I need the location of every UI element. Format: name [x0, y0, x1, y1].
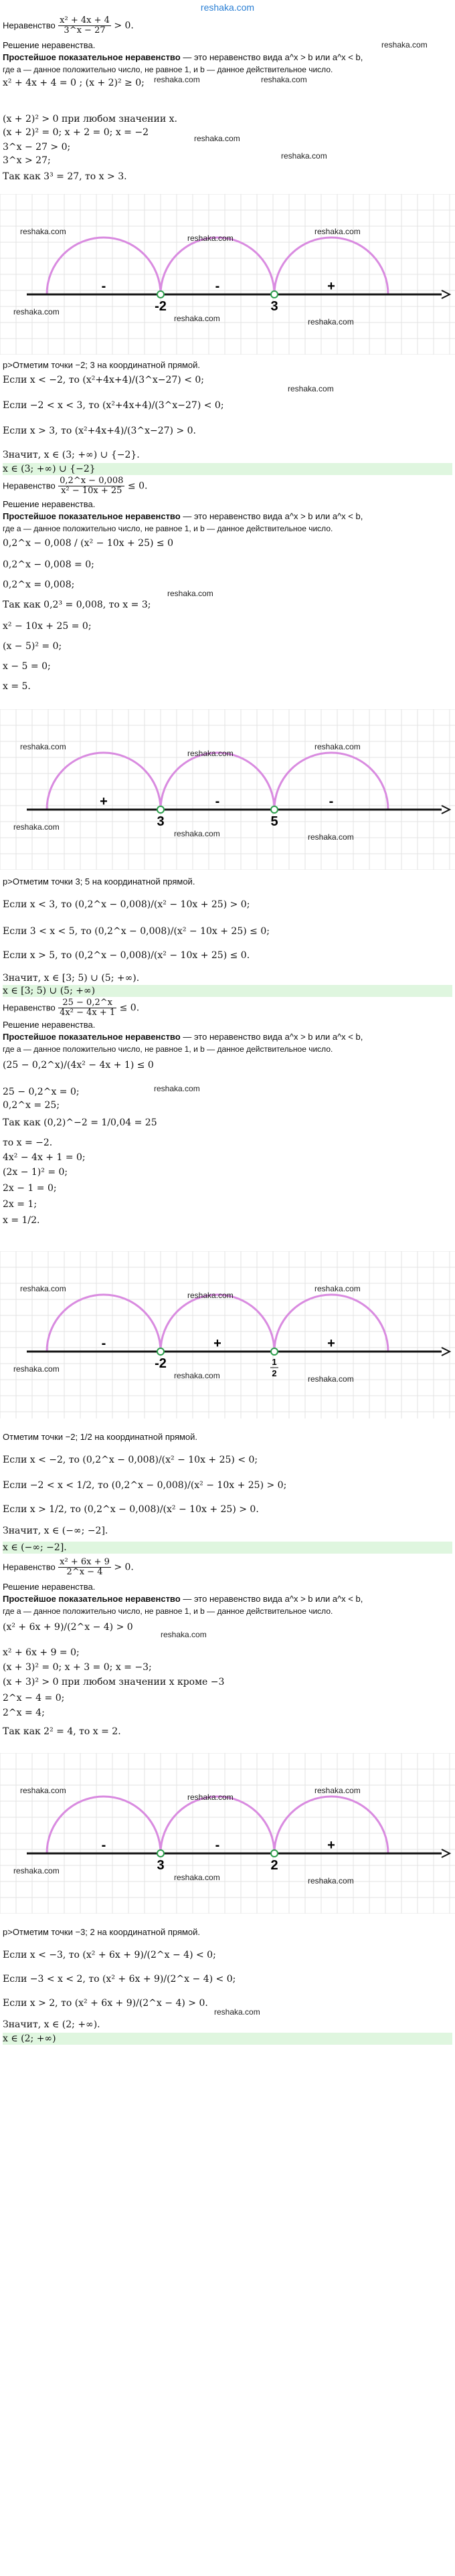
number-line-2	[0, 709, 455, 870]
definition-3: Простейшое показательное неравенство — это неравенство вида a^x > b или a^x < b,	[3, 1032, 363, 1042]
p2-step-0: 0,2^x − 0,008 / (x² − 10x + 25) ≤ 0	[3, 538, 173, 549]
p4-step-4: 2^x − 4 = 0;	[3, 1693, 65, 1704]
definition-4b: где a — данное положительно число, не равное 1, и b — данное действительное число.	[3, 1606, 333, 1616]
answer-2: x ∈ [3; 5) ∪ (5; +∞)	[3, 986, 96, 996]
axis-point-label: -2	[155, 299, 167, 314]
watermark: reshaka.com	[288, 384, 334, 393]
number-line-figure-2	[0, 709, 455, 870]
watermark: reshaka.com	[214, 2007, 260, 2017]
p3-step-2: 0,2^x = 25;	[3, 1100, 60, 1111]
p2-after-3: Если x > 5, то (0,2^x − 0,008)/(x² − 10x + 25) ≤ 0.	[3, 950, 250, 961]
definition-2b: где a — данное положительно число, не равное 1, и b — данное действительное число.	[3, 524, 333, 533]
p2-after-2: Если 3 < x < 5, то (0,2^x − 0,008)/(x² − 10x + 25) ≤ 0;	[3, 926, 270, 937]
watermark: reshaka.com	[314, 1786, 361, 1795]
watermark: reshaka.com	[161, 1630, 207, 1639]
p2-step-5: (x − 5)² = 0;	[3, 641, 62, 652]
p3-after-0: Отметим точки −2; 1/2 на координатной прямой.	[3, 1432, 198, 1442]
problem-2-solution-label: Решение неравенства.	[3, 499, 96, 509]
interval-sign: -	[101, 1838, 106, 1853]
p2-step-7: x = 5.	[3, 681, 31, 692]
p3-after-4: Значит, x ∈ (−∞; −2].	[3, 1526, 108, 1536]
axis-point-label: 3	[157, 1858, 165, 1873]
p1-after-4: Значит, x ∈ (3; +∞) ∪ {−2}.	[3, 450, 140, 460]
axis-arrow-icon	[442, 1849, 450, 1857]
watermark: reshaka.com	[381, 40, 428, 50]
axis-point-label: 3	[270, 299, 278, 314]
interval-sign: -	[329, 794, 334, 809]
p1-step-1: (x + 2)² > 0 при любом значении x.	[3, 114, 177, 124]
number-line-figure-4	[0, 1753, 455, 1914]
watermark: reshaka.com	[174, 1371, 220, 1380]
axis-arrow-icon	[442, 1348, 450, 1356]
axis-point-label: 1	[272, 1357, 277, 1367]
p4-after-4: Значит, x ∈ (2; +∞).	[3, 2019, 100, 2030]
p4-after-0: p>Отметим точки −3; 2 на координатной прямой.	[3, 1927, 201, 1937]
problem-2-fraction: $\frac{0,2\^{}x - 0,008}{\text{x² − 10x + 25}}$	[60, 476, 124, 496]
watermark: reshaka.com	[13, 1866, 60, 1875]
watermark: reshaka.com	[13, 307, 60, 316]
p3-step-6: (2x − 1)² = 0;	[3, 1167, 68, 1178]
answer-4: x ∈ (2; +∞)	[3, 2033, 56, 2044]
p4-after-1: Если x < −3, то (x² + 6x + 9)/(2^x − 4) < 0;	[3, 1950, 216, 1960]
p2-step-3: Так как 0,2³ = 0,008, то x = 3;	[3, 600, 151, 610]
p2-after-0: p>Отметим точки 3; 5 на координатной прямой.	[3, 877, 195, 887]
problem-1-statement: Неравенство $\frac{\text{x² + 4x + 4}}{3\^{}x - 27}$ > 0.	[3, 15, 134, 35]
p4-step-0: (x² + 6x + 9)/(2^x − 4) > 0	[3, 1622, 133, 1633]
number-line-1	[0, 194, 455, 355]
definition-3b: где a — данное положительно число, не равное 1, и b — данное действительное число.	[3, 1044, 333, 1054]
answer-3: x ∈ (−∞; −2].	[3, 1542, 67, 1553]
axis-point	[271, 1850, 278, 1857]
problem-4-solution-label: Решение неравенства.	[3, 1582, 96, 1592]
watermark: reshaka.com	[314, 227, 361, 236]
axis-point	[157, 1348, 164, 1355]
p1-after-2: Если −2 < x < 3, то (x²+4x+4)/(3^x−27) < 0;	[3, 400, 224, 411]
p2-step-4: x² − 10x + 25 = 0;	[3, 621, 92, 632]
p1-step-0: x² + 4x + 4 = 0 ; (x + 2)² ≥ 0;	[3, 78, 145, 88]
watermark: reshaka.com	[187, 234, 234, 243]
grid	[0, 1251, 455, 1418]
watermark: reshaka.com	[20, 742, 66, 751]
interval-sign: -	[101, 279, 106, 294]
p3-after-3: Если x > 1/2, то (0,2^x − 0,008)/(x² − 10x + 25) > 0.	[3, 1504, 259, 1515]
interval-sign: -	[215, 279, 220, 294]
axis-point	[271, 806, 278, 813]
interval-sign: +	[327, 279, 335, 294]
grid	[0, 194, 455, 355]
watermark: reshaka.com	[167, 589, 213, 598]
watermark: reshaka.com	[308, 832, 354, 842]
p3-step-0: (25 − 0,2^x)/(4x² − 4x + 1) ≤ 0	[3, 1060, 154, 1071]
p1-after-0: p>Отметим точки −2; 3 на координатной прямой.	[3, 360, 201, 370]
axis-point-label: 2	[270, 1858, 278, 1873]
p4-step-3: (x + 3)² > 0 при любом значении x кроме −3	[3, 1677, 225, 1687]
p3-step-9: x = 1/2.	[3, 1215, 40, 1226]
interval-sign: -	[101, 1336, 106, 1351]
watermark: reshaka.com	[174, 314, 220, 323]
answer-1: x ∈ (3; +∞) ∪ {−2}	[3, 464, 96, 474]
axis-point	[271, 291, 278, 298]
definition-2: Простейшое показательное неравенство — это неравенство вида a^x > b или a^x < b,	[3, 511, 363, 521]
interval-sign: +	[327, 1336, 335, 1351]
grid	[0, 709, 455, 870]
watermark: reshaka.com	[308, 1876, 354, 1885]
p4-after-2: Если −3 < x < 2, то (x² + 6x + 9)/(2^x − 4) < 0;	[3, 1974, 236, 1985]
definition-1: Простейшое показательное неравенство — это неравенство вида a^x > b или a^x < b,	[3, 52, 363, 62]
problem-3-statement: Неравенство $\frac{25 - 0,2\^{}x}{\text{4x² − 4x + 1}}$ ≤ 0.	[3, 998, 140, 1018]
problem-3-solution-label: Решение неравенства.	[3, 1020, 96, 1030]
watermark: reshaka.com	[194, 134, 240, 143]
watermark: reshaka.com	[314, 742, 361, 751]
watermark: reshaka.com	[314, 1284, 361, 1293]
number-line-figure-1	[0, 194, 455, 355]
p1-after-3: Если x > 3, то (x²+4x+4)/(3^x−27) > 0.	[3, 426, 197, 436]
watermark: reshaka.com	[281, 151, 327, 161]
axis-arrow-icon	[442, 806, 450, 814]
p2-after-4: Значит, x ∈ [3; 5) ∪ (5; +∞).	[3, 973, 140, 984]
axis-point	[157, 806, 164, 813]
site-header[interactable]: reshaka.com	[200, 2, 255, 13]
watermark: reshaka.com	[174, 829, 220, 838]
number-line-figure-3	[0, 1251, 455, 1418]
p3-step-7: 2x − 1 = 0;	[3, 1183, 57, 1194]
interval-sign: +	[213, 1336, 221, 1351]
watermark: reshaka.com	[154, 1084, 200, 1093]
p1-step-4: 3^x > 27;	[3, 155, 51, 166]
axis-point-label: -2	[155, 1356, 167, 1371]
watermark: reshaka.com	[20, 1284, 66, 1293]
definition-1b: где a — данное положительно число, не равное 1, и b — данное действительное число.	[3, 65, 333, 74]
p3-step-3: Так как (0,2)^−2 = 1/0,04 = 25	[3, 1117, 157, 1128]
interval-sign: +	[327, 1838, 335, 1853]
p2-step-6: x − 5 = 0;	[3, 661, 51, 672]
watermark: reshaka.com	[13, 822, 60, 832]
watermark: reshaka.com	[308, 1374, 354, 1384]
grid	[0, 1753, 455, 1914]
watermark: reshaka.com	[20, 1786, 66, 1795]
p3-step-4: то x = −2.	[3, 1137, 53, 1148]
definition-4: Простейшое показательное неравенство — это неравенство вида a^x > b или a^x < b,	[3, 1594, 363, 1604]
problem-1-fraction: $\frac{\text{x² + 4x + 4}}{3\^{}x - 27}$	[60, 15, 110, 35]
axis-point-label: 2	[272, 1368, 277, 1378]
p2-step-2: 0,2^x = 0,008;	[3, 579, 75, 590]
watermark: reshaka.com	[187, 1792, 234, 1802]
watermark: reshaka.com	[154, 75, 200, 84]
axis-point	[271, 1348, 278, 1355]
problem-1-solution-label: Решение неравенства.	[3, 40, 96, 50]
p3-step-5: 4x² − 4x + 1 = 0;	[3, 1152, 86, 1163]
axis-point-label: 3	[157, 814, 165, 829]
p4-step-2: (x + 3)² = 0; x + 3 = 0; x = −3;	[3, 1662, 152, 1673]
problem-2-statement: Неравенство $\frac{0,2\^{}x - 0,008}{\text{x² − 10x + 25}}$ ≤ 0.	[3, 476, 148, 496]
definition-label: Простейшое показательное неравенство	[3, 52, 181, 62]
p2-step-1: 0,2^x − 0,008 = 0;	[3, 559, 94, 570]
p1-after-1: Если x < −2, то (x²+4x+4)/(3^x−27) < 0;	[3, 375, 204, 385]
axis-arrow-icon	[442, 290, 450, 298]
number-line-3	[0, 1251, 455, 1418]
p1-step-2: (x + 2)² = 0; x + 2 = 0; x = −2	[3, 127, 149, 138]
p3-step-1: 25 − 0,2^x = 0;	[3, 1087, 80, 1097]
p1-step-5: Так как 3³ = 27, то x > 3.	[3, 171, 127, 182]
p4-step-6: Так как 2² = 4, то x = 2.	[3, 1726, 121, 1737]
watermark: reshaka.com	[308, 317, 354, 327]
interval-sign: -	[215, 794, 220, 809]
watermark: reshaka.com	[187, 749, 234, 758]
watermark: reshaka.com	[20, 227, 66, 236]
p4-step-5: 2^x = 4;	[3, 1708, 45, 1718]
problem-4-fraction: $\frac{\text{x² + 6x + 9}}{2\^{}x - 4}$	[60, 1557, 110, 1577]
p2-after-1: Если x < 3, то (0,2^x − 0,008)/(x² − 10x + 25) > 0;	[3, 899, 250, 910]
axis-point	[157, 291, 164, 298]
axis-point	[157, 1850, 164, 1857]
number-line-4	[0, 1753, 455, 1914]
interval-sign: +	[100, 794, 108, 809]
problem-3-fraction: $\frac{25 - 0,2\^{}x}{\text{4x² − 4x + 1}}$	[60, 998, 116, 1018]
p3-after-2: Если −2 < x < 1/2, то (0,2^x − 0,008)/(x² − 10x + 25) > 0;	[3, 1480, 287, 1491]
watermark: reshaka.com	[261, 75, 307, 84]
p3-after-1: Если x < −2, то (0,2^x − 0,008)/(x² − 10x + 25) < 0;	[3, 1455, 258, 1465]
p3-step-8: 2x = 1;	[3, 1199, 37, 1210]
p1-step-3: 3^x − 27 > 0;	[3, 142, 71, 153]
watermark: reshaka.com	[13, 1364, 60, 1374]
p4-after-3: Если x > 2, то (x² + 6x + 9)/(2^x − 4) > 0.	[3, 1998, 208, 2009]
axis-point-label: 5	[270, 814, 278, 829]
p4-step-1: x² + 6x + 9 = 0;	[3, 1647, 80, 1658]
watermark: reshaka.com	[174, 1873, 220, 1882]
watermark: reshaka.com	[187, 1291, 234, 1300]
problem-4-statement: Неравенство $\frac{\text{x² + 6x + 9}}{2\^{}x - 4}$ > 0.	[3, 1557, 134, 1577]
interval-sign: -	[215, 1838, 220, 1853]
